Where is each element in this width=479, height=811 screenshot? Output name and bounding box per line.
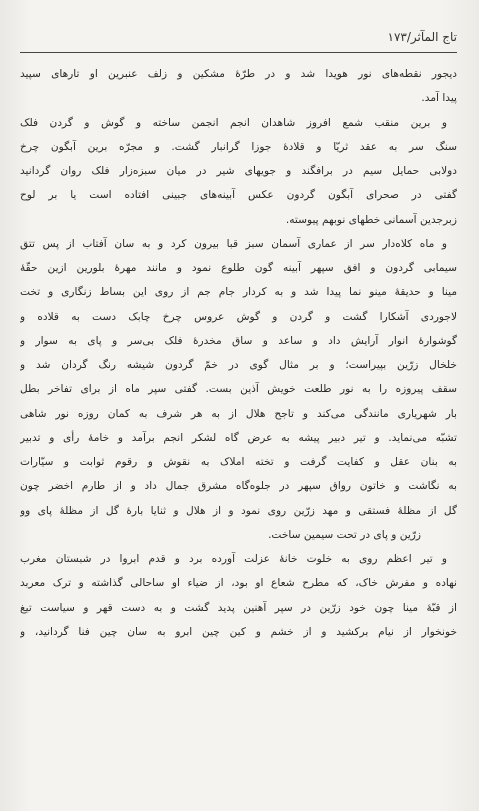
text-line: به بنان عقل و کفایت گرفت و تخته املاک به نقوش و رقوم ثوابت و سیّارات bbox=[20, 456, 457, 468]
text-line: گفتی در صحرای آبگون گردون عکس آبینه‌های جبینی افتاده است یا بر لوح bbox=[20, 189, 457, 202]
text-line: و تیر اعظم روی به خلوت خانهٔ عزلت آورده برد و قدم ابروا در شبستان مغرب bbox=[20, 553, 447, 565]
text-line: دیجور نقطه‌های نور هویدا شد و در طرّهٔ مشکین و زلف عنبرین او تارهای سپید bbox=[20, 68, 457, 80]
text-line: سقف پیروزه را به نور طلعت خویش آذین بست. گفتی سپر ماه از برای تفاخر بطل bbox=[20, 383, 457, 396]
text-line: پیدا آمد. bbox=[421, 92, 457, 105]
text-line: لاجوردی آشکارا گشت و گردن و گوش عروس چرخ چابک دست به قلاده و bbox=[20, 310, 457, 323]
text-line: نهاده و مفرش خاک، که مطرح شعاع او بود، از ضیاء او ساحالی گذاشته و ترک معربد bbox=[20, 577, 457, 590]
body-text bbox=[20, 62, 457, 644]
text-line: زبرجدین آسمانی خطهای نوبهم پیوسته. bbox=[285, 213, 457, 226]
text-line: گل از مظلهٔ فستقی و مهد زرّین روی نمود و از هلال و ثنایا بارهٔ گل از مظلهٔ پای وو bbox=[20, 504, 457, 517]
text-line: و ماه کلاه‌دار سر از عماری آسمان سبز قبا بیرون کرد و به سان آفتاب از پس تتق bbox=[20, 237, 447, 250]
text-line: از قبّهٔ مینا چون خود زرّین در سپر آهنین پدید گشت و به دست قهر و سیاست تیغ bbox=[20, 601, 457, 614]
text-line: گوشوارهٔ انوار آرایش داد و ساعد و ساق مخدرهٔ فلک بی‌سر و پای به سوار و bbox=[20, 334, 457, 347]
text-line: و برین منقب شمع افروز شاهدان انجم انجمن ساخته و گوش و گردن فلک bbox=[20, 116, 447, 129]
text-line: بار شهریاری مانندگی می‌کند و تاجح هلال از به هر شرف به کمان روزه نور شاهی bbox=[20, 407, 457, 420]
text-line: دولابی حمایل سیم در برافگند و جویهای شیر در میان سبزه‌زار فلک روان گردانید bbox=[20, 165, 457, 177]
text-line: زرّین و پای در تحت سیمین ساخت. bbox=[268, 528, 421, 541]
text-line: خونخوار از نیام برکشید و از خشم و کین چین ابرو به سان چین فنا گردانید، و bbox=[20, 625, 457, 638]
text-line: تشبّه می‌نماید. و تیر دبیر پیشه به عرض گاه لشکر انجم برآمد و خامهٔ رأی و تدبیر bbox=[20, 431, 457, 444]
running-header: تاج المآثر/۱۷۳ bbox=[387, 30, 457, 44]
text-line: به نگاشت و خاتون رواق سپهر در جلوه‌گاه مشرق جمال داد و از طارم اخضر چون bbox=[20, 480, 457, 493]
text-line: سیمابی گردون و افق سپهر آبینه گون طلوع نمود و مانند مهرهٔ بلورین ازین حقّهٔ bbox=[20, 262, 457, 274]
text-line: مینا و حدیقهٔ مینو نما پیدا شد و به کردار جام جم از روی این بساط زنگاری و تخت bbox=[20, 286, 457, 299]
text-line: سنگ سر به عقد ثریّا و قلادهٔ جوزا گرانبار گشت. و مجرّه برین آبگون چرخ bbox=[20, 140, 457, 153]
text-line: خلخال زرّین بپیراست؛ و بر مثال گوی در خمّ گردون شیشه رنگ گردان شد و bbox=[20, 359, 457, 371]
header-rule bbox=[20, 52, 457, 53]
